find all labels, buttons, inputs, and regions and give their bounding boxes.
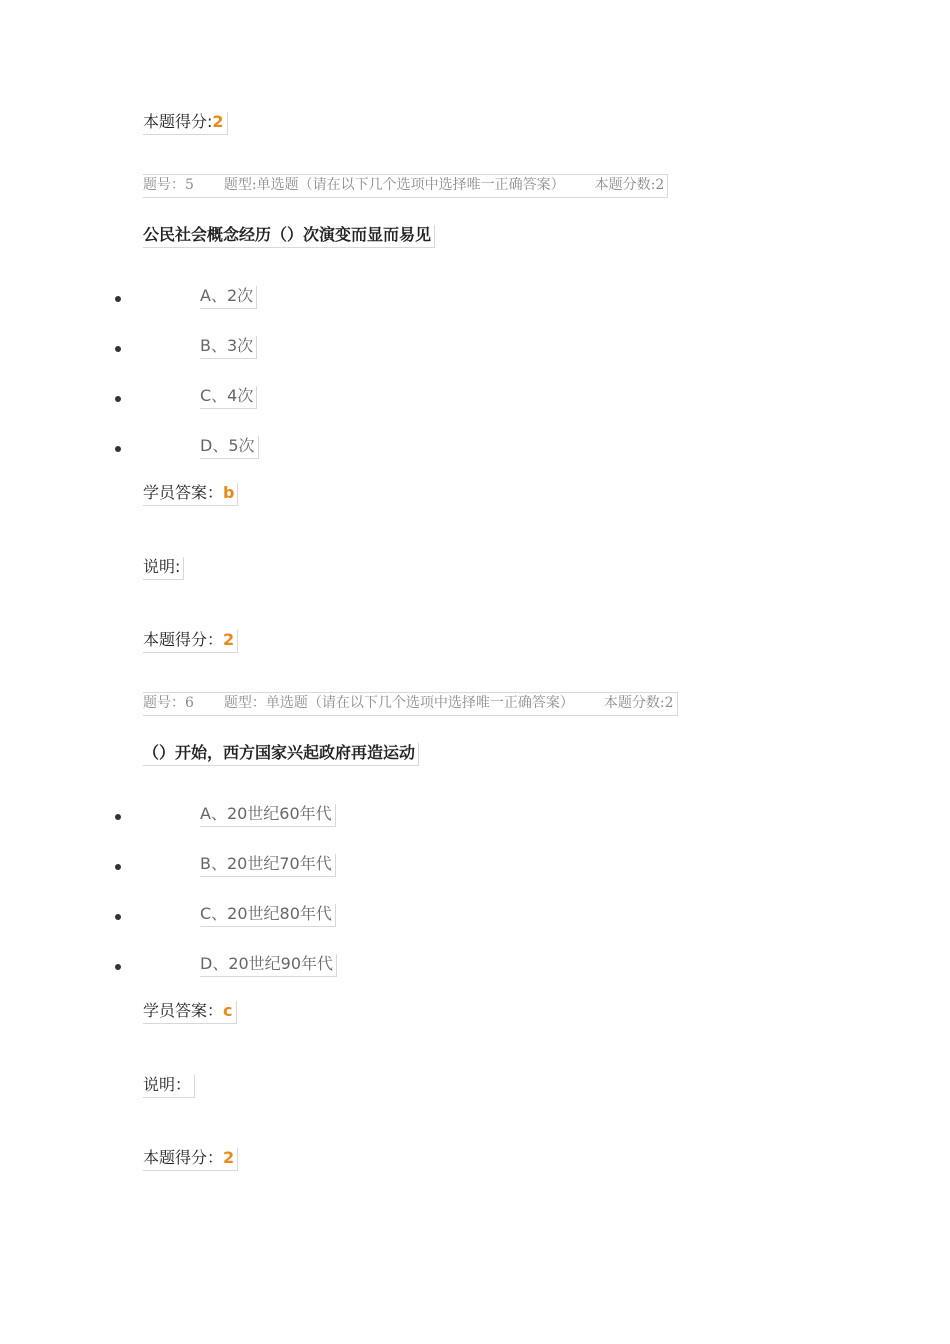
question-5-score bbox=[143, 630, 238, 653]
bullet-icon bbox=[115, 814, 121, 820]
score-value: 2 bbox=[212, 112, 224, 131]
question-6-meta bbox=[143, 692, 678, 716]
bullet-icon bbox=[115, 914, 121, 920]
bullet-icon bbox=[115, 864, 121, 870]
question-6-score bbox=[143, 1148, 238, 1171]
question-number: 题号：6 bbox=[143, 695, 194, 711]
answer-value: c bbox=[223, 1001, 233, 1020]
answer-label: 学员答案： bbox=[143, 1001, 224, 1020]
question-5-meta bbox=[143, 174, 668, 198]
bullet-icon bbox=[115, 346, 121, 352]
question-5-option-d[interactable]: D、5次 bbox=[200, 436, 259, 459]
question-6-option-a[interactable]: A、20世纪60年代 bbox=[200, 804, 336, 827]
question-6-option-b[interactable]: B、20世纪70年代 bbox=[200, 854, 336, 877]
score-value: 2 bbox=[223, 630, 235, 649]
question-points: 本题分数:2 bbox=[594, 177, 665, 193]
question-6-answer bbox=[143, 1001, 237, 1024]
question-6-option-d[interactable]: D、20世纪90年代 bbox=[200, 954, 337, 977]
answer-label: 学员答案： bbox=[143, 483, 224, 502]
score-value: 2 bbox=[223, 1148, 235, 1167]
question-type: 题型：单选题（请在以下几个选项中选择唯一正确答案） bbox=[223, 695, 574, 711]
question-points: 本题分数:2 bbox=[603, 695, 674, 711]
previous-score bbox=[143, 112, 228, 135]
question-6-option-c[interactable]: C、20世纪80年代 bbox=[200, 904, 336, 927]
answer-value: b bbox=[223, 483, 235, 502]
question-5-answer bbox=[143, 483, 238, 506]
score-label: 本题得分: bbox=[143, 112, 213, 131]
question-type: 题型:单选题（请在以下几个选项中选择唯一正确答案） bbox=[223, 177, 565, 193]
bullet-icon bbox=[115, 296, 121, 302]
score-label: 本题得分： bbox=[143, 630, 224, 649]
bullet-icon bbox=[115, 446, 121, 452]
question-5-option-c[interactable]: C、4次 bbox=[200, 386, 257, 409]
score-label: 本题得分： bbox=[143, 1148, 224, 1167]
question-5-text: 公民社会概念经历（）次演变而显而易见 bbox=[143, 225, 435, 248]
question-6-text: （）开始，西方国家兴起政府再造运动 bbox=[143, 743, 419, 766]
question-5-option-a[interactable]: A、2次 bbox=[200, 286, 257, 309]
bullet-icon bbox=[115, 964, 121, 970]
bullet-icon bbox=[115, 396, 121, 402]
question-5-option-b[interactable]: B、3次 bbox=[200, 336, 257, 359]
question-6-note: 说明： bbox=[143, 1075, 195, 1098]
question-5-note: 说明: bbox=[143, 557, 184, 580]
question-number: 题号：5 bbox=[143, 177, 194, 193]
